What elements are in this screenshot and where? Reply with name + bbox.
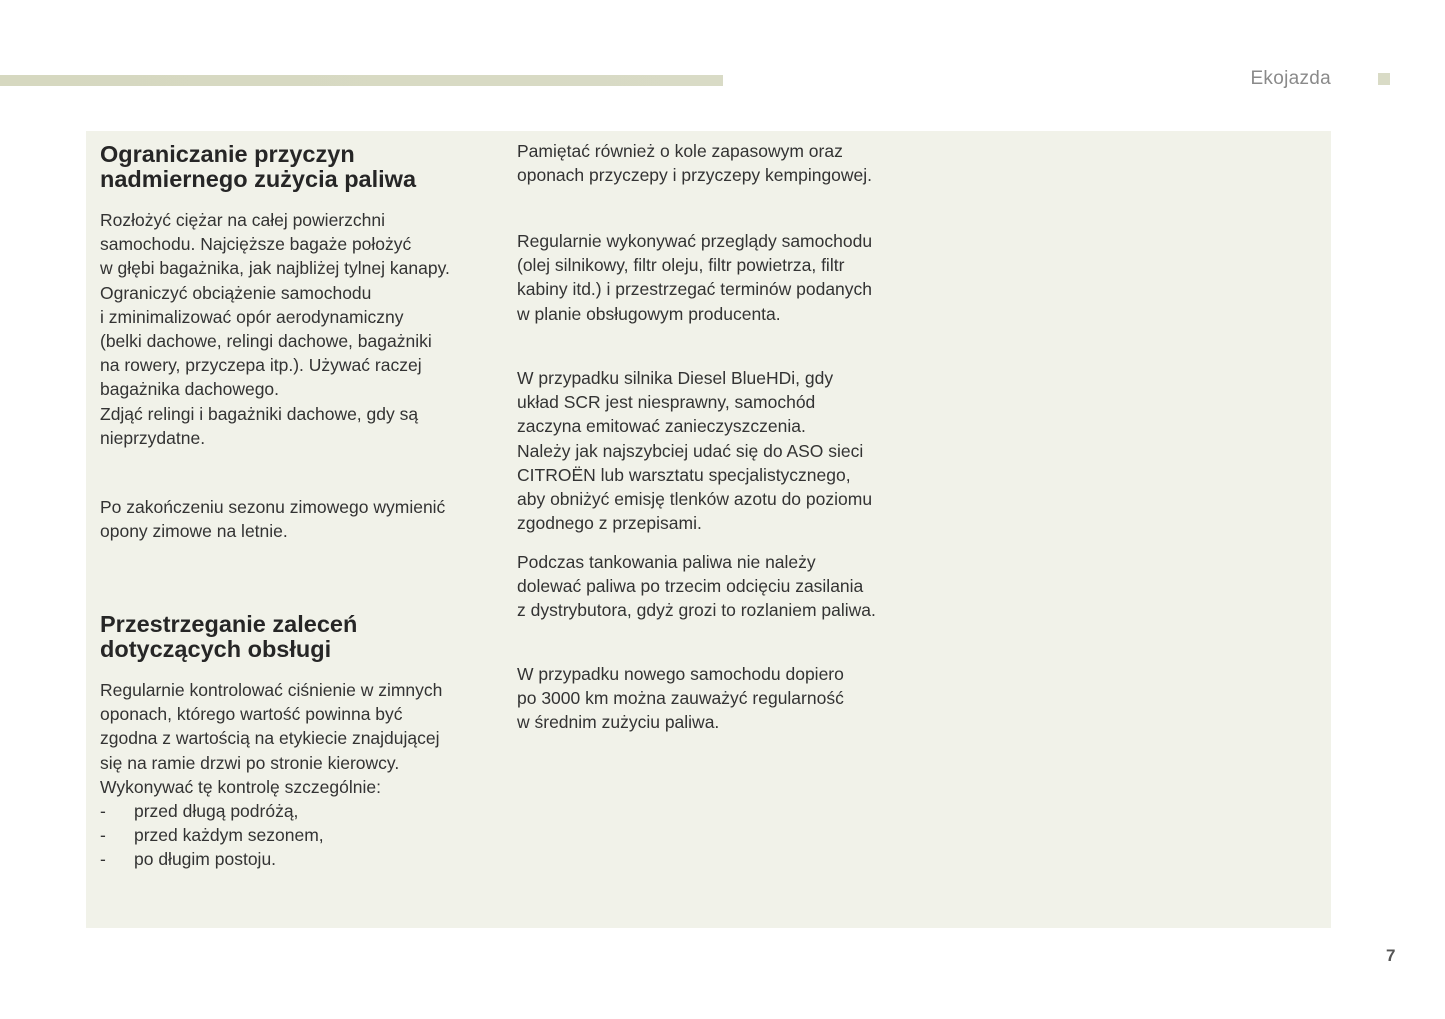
paragraph-spare-wheel: Pamiętać również o kole zapasowym oraz oponach przyczepy i przyczepy kempingowej. (517, 141, 873, 186)
header-accent-bar (0, 75, 723, 86)
list-item: - po długim postoju. (100, 847, 495, 871)
paragraph-bluehdi-scr: W przypadku silnika Diesel BlueHDi, gdy układ SCR jest niesprawny, samochód zaczyna emitować zanieczyszczenia. Należy jak najszybciej udać się do ASO sieci CITROËN lub warsztatu specjalistycznego, aby obniżyć emisję tlenków azotu do poziomu zgodnego z przepisami. (517, 368, 873, 534)
paragraph-load-distribution: Rozłożyć ciężar na całej powierzchni samochodu. Najcięższe bagaże położyć w głębi bagażnika, jak najbliżej tylnej kanapy. Ograniczyć obciążenie samochodu i zminimalizować opór aerodynamiczny (belki dachowe, relingi dachowe, bagażniki na rowery, przyczepa itp.). Używać raczej bagażnika dachowego. Zdjąć relingi i bagażniki dachowe, gdy są nieprzydatne. (100, 210, 450, 448)
paragraph-refuelling: Podczas tankowania paliwa nie należy dolewać paliwa po trzecim odcięciu zasilania z dystrybutora, gdyż grozi to rozlaniem paliwa. (517, 552, 876, 621)
section-title: Ekojazda (1250, 68, 1331, 89)
content-panel (86, 131, 1331, 928)
heading-fuel-consumption: Ograniczanie przyczyn nadmiernego zużycia paliwa (100, 141, 417, 192)
list-item: - przed długą podróżą, (100, 799, 495, 823)
page-number: 7 (1386, 946, 1396, 965)
heading-maintenance: Przestrzeganie zaleceń dotyczących obsługi (100, 611, 358, 662)
section-marker-square (1378, 73, 1390, 85)
paragraph-new-car-consumption: W przypadku nowego samochodu dopiero po 3000 km można zauważyć regularność w średnim zużyciu paliwa. (517, 664, 844, 733)
paragraph-service-schedule: Regularnie wykonywać przeglądy samochodu (olej silnikowy, filtr oleju, filtr powietrza, filtr kabiny itd.) i przestrzegać terminów podanych w planie obsługowym producenta. (517, 231, 873, 324)
paragraph-tyre-pressure: Regularnie kontrolować ciśnienie w zimnych oponach, którego wartość powinna być zgodna z wartością na etykiecie znajdującej się na ramie drzwi po stronie kierowcy. Wykonywać tę kontrolę szczególnie: (100, 680, 443, 797)
list-item: - przed każdym sezonem, (100, 823, 495, 847)
paragraph-winter-tyres: Po zakończeniu sezonu zimowego wymienić opony zimowe na letnie. (100, 497, 446, 542)
tyre-check-list (100, 799, 495, 872)
